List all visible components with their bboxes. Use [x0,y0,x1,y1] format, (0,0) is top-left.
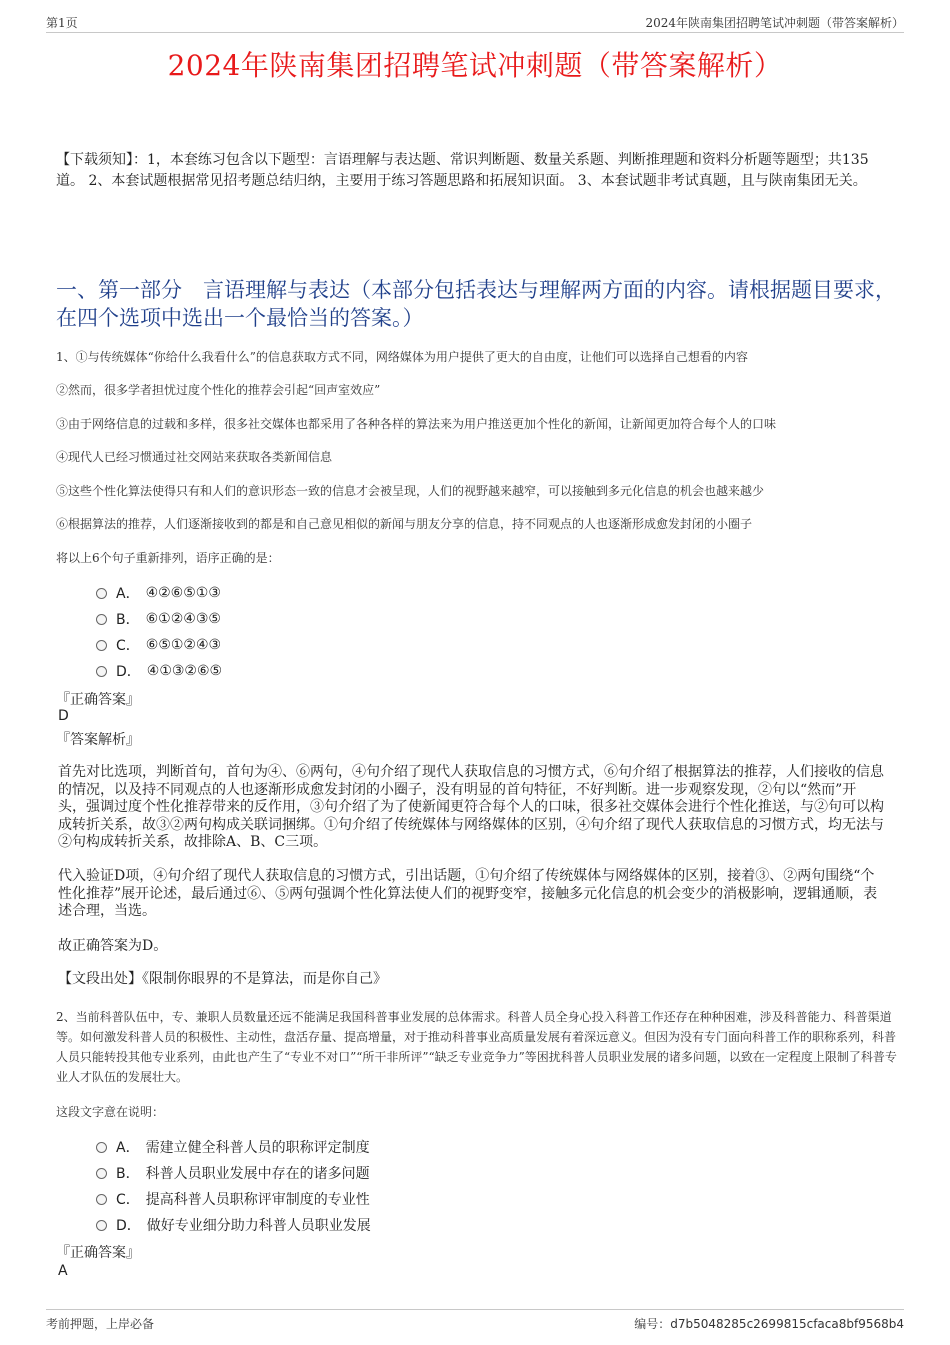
q2-answer: A [58,1263,68,1279]
document-title: 2024年陕南集团招聘笔试冲刺题（带答案解析） [167,49,783,82]
q2-stem: 2、当前科普队伍中，专、兼职人员数量还远不能满足我国科普事业发展的总体需求。科普人员全身心投入科普工作还存在种种困难，涉及科普能力、科普渠道等。如何激发科普人员的积极性、主动性，盘活存量、提高增量，对于推动科普事业高质量发展有着深远意义。但因为没有专门面向科普工作的职称系列，科普人员只能转投其他专业系列，由此也产生了“专业不对口”“所干非所评”“缺乏专业竞争力”等困扰科普人员职业发展的诸多问题，以致在一定程度上限制了科普专业人才队伍的发展壮大。 [56,1010,897,1084]
q1-option-a[interactable]: A． ④②⑥⑤①③ [96,582,221,604]
q1-source: 【文段出处】《限制你眼界的不是算法，而是你自己》 [58,971,387,987]
download-notice: 【下载须知】：1，本套练习包含以下题型：言语理解与表达题、常识判断题、数量关系题、判断推理题和资料分析题等题型；共135道。 2、本套试题根据常见招考题总结归纳，主要用于练习答题思路和拓展知识面。 3、本套试题非考试真题，且与陕南集团无关。 [56,152,869,189]
radio-icon[interactable] [96,614,107,625]
radio-icon[interactable] [96,1194,107,1205]
q2-prompt: 这段文字意在说明： [56,1105,165,1119]
q1-sentence-4: ④现代人已经习惯通过社交网站来获取各类新闻信息 [56,450,333,464]
radio-icon[interactable] [96,666,107,677]
section-heading: 一、第一部分 言语理解与表达（本部分包括表达与理解两方面的内容。请根据题目要求，在四个选项中选出一个最恰当的答案。） [56,278,896,330]
page-number: 第1页 [46,16,78,30]
q2-option-d[interactable]: D． 做好专业细分助力科普人员职业发展 [96,1214,371,1236]
q2-answer-label: 『正确答案』 [56,1245,140,1261]
q1-sentence-5: ⑤这些个性化算法使得只有和人们的意识形态一致的信息才会被呈现，人们的视野越来越窄，可以接触到多元化信息的机会也越来越少 [56,484,765,498]
footer-slogan: 考前押题，上岸必备 [46,1317,155,1331]
header-doc-title: 2024年陕南集团招聘笔试冲刺题（带答案解析） [645,16,904,30]
q1-answer: D [58,708,69,724]
radio-icon[interactable] [96,588,107,599]
radio-icon[interactable] [96,1142,107,1153]
q1-sentence-3: ③由于网络信息的过载和多样，很多社交媒体也都采用了各种各样的算法来为用户推送更加个性化的新闻，让新闻更加符合每个人的口味 [56,417,777,431]
q2-option-a[interactable]: A． 需建立健全科普人员的职称评定制度 [96,1136,370,1158]
q2-option-c[interactable]: C． 提高科普人员职称评审制度的专业性 [96,1188,370,1210]
q1-sentence-2: ②然而，很多学者担忧过度个性化的推荐会引起“回声室效应” [56,383,381,397]
q1-answer-label: 『正确答案』 [56,692,140,708]
q2-option-b[interactable]: B． 科普人员职业发展中存在的诸多问题 [96,1162,370,1184]
q1-prompt: 将以上6个句子重新排列，语序正确的是： [56,551,280,565]
q1-sentence-1: 1、①与传统媒体“你给什么我看什么”的信息获取方式不同，网络媒体为用户提供了更大的自由度，让他们可以选择自己想看的内容 [56,350,748,364]
radio-icon[interactable] [96,640,107,651]
q1-analysis-paragraph-1: 首先对比选项，判断首句，首句为④、⑥两句，④句介绍了现代人获取信息的习惯方式，⑥句介绍了根据算法的推荐，人们接收的信息的情况，以及持不同观点的人也逐渐形成愈发封闭的小圈子，没有明显的首句特征，不好判断。进一步观察发现，②句以“然而”开头，强调过度个性化推荐带来的反作用，③句介绍了为了使新闻更符合每个人的口味，很多社交媒体会进行个性化推送，与②句可以构成转折关系，故③②两句构成关联词捆绑。①句介绍了传统媒体与网络媒体的区别，④句介绍了现代人获取信息的习惯方式，均无法与②句构成转折关系，故排除A、B、C三项。 [58,764,884,850]
q1-option-c[interactable]: C． ⑥⑤①②④③ [96,634,221,656]
page-footer [46,1309,904,1334]
q1-analysis-paragraph-2: 代入验证D项，④句介绍了现代人获取信息的习惯方式，引出话题，①句介绍了传统媒体与网络媒体的区别，接着③、②两句围绕“个性化推荐”展开论述，最后通过⑥、⑤两句强调个性化算法使人们的视野变窄，接触多元化信息的机会变少的消极影响，逻辑通顺，表述合理，当选。 [58,868,878,919]
q1-analysis-label: 『答案解析』 [56,732,140,748]
page-header [46,12,904,33]
footer-doc-id: 编号：d7b5048285c2699815cfaca8bf9568b4 [634,1317,904,1331]
q1-option-d[interactable]: D． ④①③②⑥⑤ [96,660,222,682]
q1-sentence-6: ⑥根据算法的推荐，人们逐渐接收到的都是和自己意见相似的新闻与朋友分享的信息，持不同观点的人也逐渐形成愈发封闭的小圈子 [56,517,753,531]
radio-icon[interactable] [96,1220,107,1231]
radio-icon[interactable] [96,1168,107,1179]
q1-analysis-conclusion: 故正确答案为D。 [58,938,168,954]
q1-option-b[interactable]: B． ⑥①②④③⑤ [96,608,221,630]
